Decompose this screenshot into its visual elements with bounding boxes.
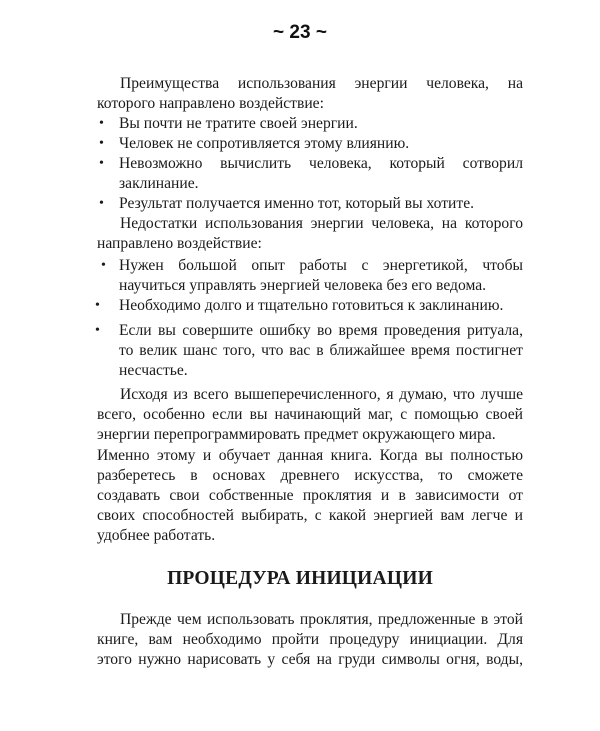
page-number: ~ 23 ~ [273, 22, 327, 43]
disadvantage-item: Если вы совершите ошибку во время проведения ритуала, [119, 322, 523, 339]
bullet-icon: • [95, 323, 100, 338]
section-body-line: Прежде чем использовать проклятия, предложенные в этой [120, 611, 523, 628]
advantages-intro-line: которого направлено воздействие: [97, 95, 324, 112]
bullet-icon: • [99, 156, 104, 171]
bullet-icon: • [95, 298, 100, 313]
disadvantage-item: Нужен большой опыт работы с энергетикой, чтобы [119, 257, 523, 274]
advantage-item: Вы почти не тратите своей энергии. [119, 115, 358, 132]
advantage-item: Невозможно вычислить человека, который сотворил [119, 155, 523, 172]
advantage-item: Результат получается именно тот, который вы хотите. [119, 195, 475, 212]
advantage-item-cont: заклинание. [119, 175, 199, 192]
disadvantage-item-cont: научиться управлять энергией человека без его ведома. [119, 277, 487, 294]
section-body-line: этого нужно нарисовать у себя на груди символы огня, воды, [97, 651, 523, 668]
conclusion-line: Именно этому и обучает данная книга. Когда вы полностью [97, 447, 523, 464]
bullet-icon: • [101, 258, 106, 273]
disadvantage-item: Необходимо долго и тщательно готовиться к заклинанию. [119, 297, 504, 314]
section-heading: ПРОЦЕДУРА ИНИЦИАЦИИ [167, 568, 433, 589]
disadvantage-item-cont: несчастье. [119, 362, 188, 379]
conclusion-line: разберетесь в основах древнего искусства, то сможете [97, 467, 523, 484]
section-body-line: книге, вам необходимо пройти процедуру инициации. Для [97, 631, 523, 648]
conclusion-line: Исходя из всего вышеперечисленного, я думаю, что лучше [120, 386, 523, 403]
conclusion-line: энергии перепрограммировать предмет окружающего мира. [97, 426, 496, 443]
disadvantages-intro-line: Недостатки использования энергии человека, на которого [120, 215, 523, 232]
bullet-icon: • [99, 116, 104, 131]
disadvantage-item-cont: то велик шанс того, что вас в ближайшее время постигнет [119, 342, 523, 359]
bullet-icon: • [99, 196, 104, 211]
conclusion-line: всего, особенно если вы начинающий маг, с помощью своей [97, 406, 523, 423]
conclusion-line: удобнее работать. [97, 527, 216, 544]
disadvantages-intro-line: направлено воздействие: [97, 235, 262, 252]
advantage-item: Человек не сопротивляется этому влиянию. [119, 135, 410, 152]
bullet-icon: • [99, 136, 104, 151]
conclusion-line: создавать свои собственные проклятия и в зависимости от [97, 487, 523, 504]
advantages-intro-line: Преимущества использования энергии человека, на [120, 75, 523, 92]
conclusion-line: своих способностей выбирать, с какой энергией вам легче и [97, 507, 523, 524]
